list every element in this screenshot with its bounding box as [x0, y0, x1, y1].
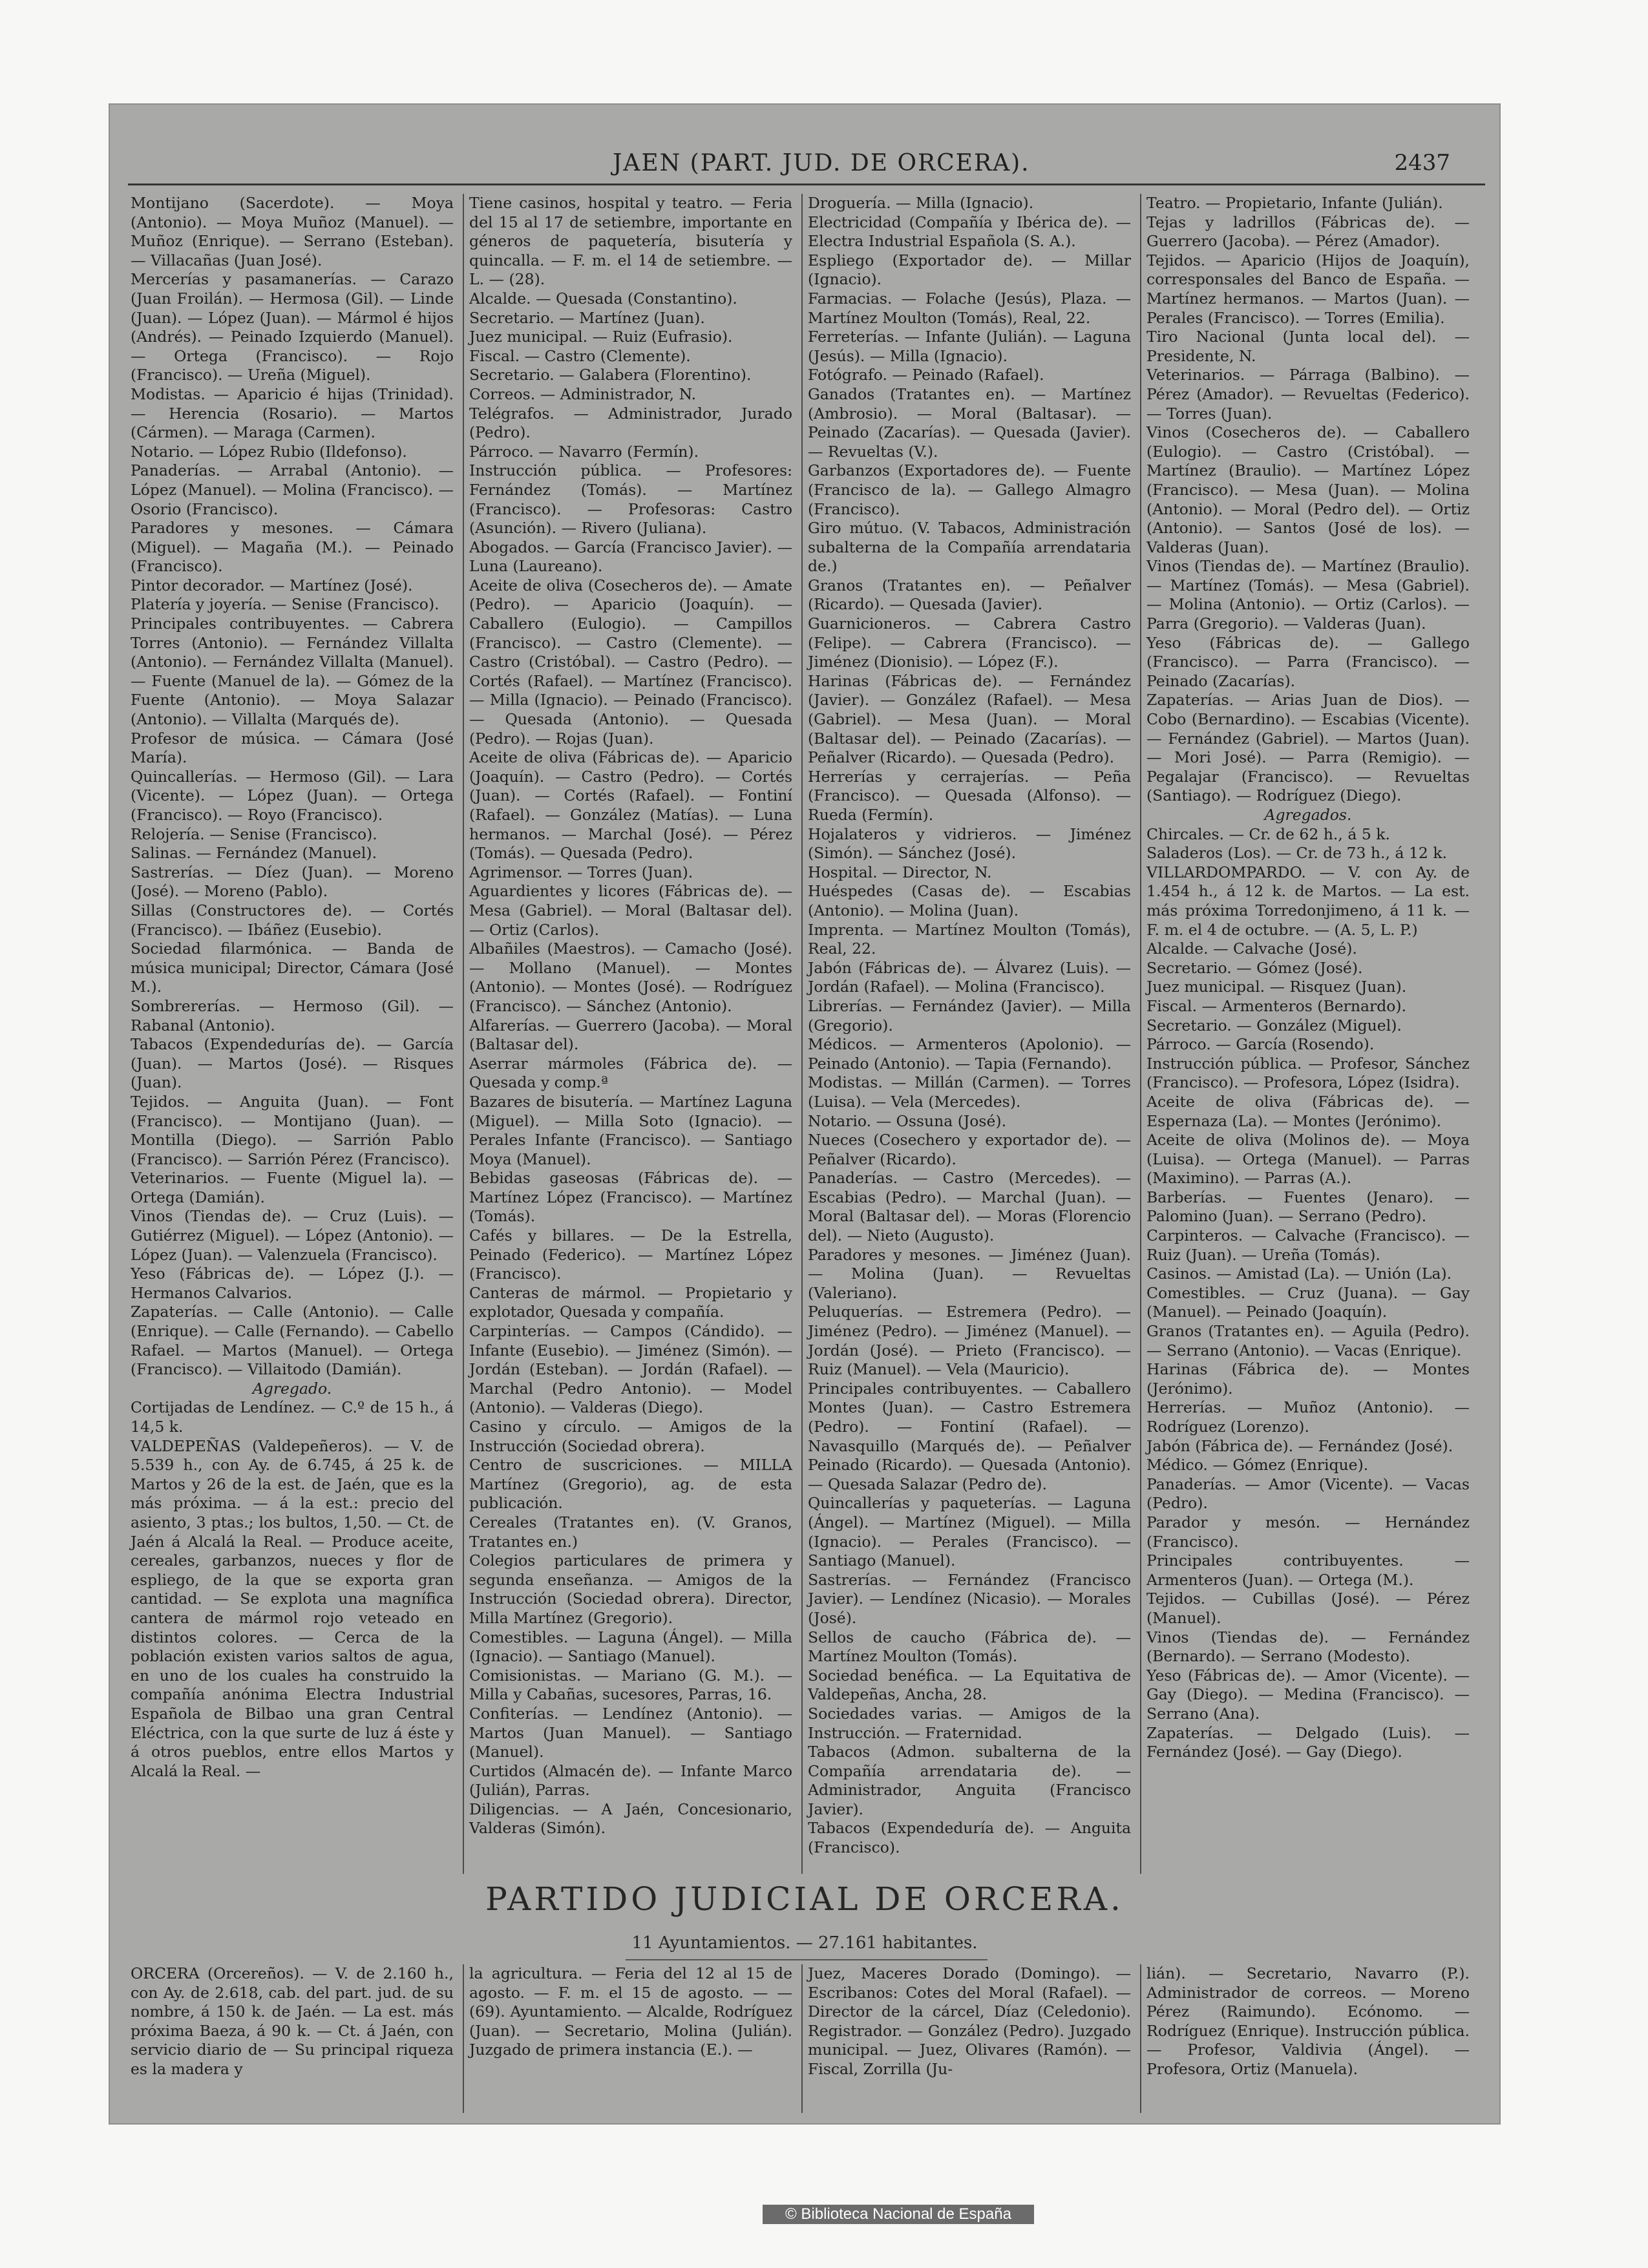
- directory-columns: [131, 194, 1484, 1874]
- directory-entry: Tabacos (Expendedurías de). — García (Juan). — Martos (José). — Risques (Juan).: [131, 1035, 454, 1092]
- directory-entry: Párroco. — Navarro (Fermín).: [469, 442, 699, 461]
- page-number: 2437: [1394, 150, 1450, 176]
- directory-entry: Modistas. — Millán (Carmen). — Torres (Luisa). — Vela (Mercedes).: [808, 1073, 1131, 1111]
- text-column-3: [808, 194, 1131, 1874]
- bottom-column-2: la agricultura. — Feria del 12 al 15 de agosto. — F. m. el 15 de agosto. — — (69). Ayuntamiento. — Alcalde, Rodríguez (Juan). — Secretario, Molina (Julián). Juzgado de primera instancia (E.). —: [469, 1964, 792, 2059]
- directory-entry: Aceite de oliva (Fábricas de). — Aparicio (Joaquín). — Castro (Pedro). — Cortés (Juan). — Cortés (Rafael). — Fontiní (Rafael). — González (Matías). — Luna hermanos. — Marchal (José). — Pérez (Tomás). — Quesada (Pedro).: [469, 748, 792, 863]
- directory-entry: Harinas (Fábrica de). — Montes (Jerónimo).: [1146, 1360, 1470, 1398]
- directory-entry: Comestibles. — Laguna (Ángel). — Milla (Ignacio). — Santiago (Manuel).: [469, 1628, 792, 1666]
- directory-entry: Albañiles (Maestros). — Camacho (José). — Mollano (Manuel). — Montes (Antonio). — Montes (José). — Rodríguez (Francisco). — Sánchez (Antonio).: [469, 940, 792, 1015]
- directory-entry: Secretario. — González (Miguel).: [1146, 1016, 1402, 1034]
- directory-entry: Aceite de oliva (Fábricas de). — Espernaza (La). — Montes (Jerónimo).: [1146, 1092, 1470, 1130]
- text-column-2: [469, 194, 792, 1874]
- directory-entry: Chircales. — Cr. de 62 h., á 5 k.: [1146, 824, 1390, 843]
- directory-entry: Droguería. — Milla (Ignacio).: [808, 194, 1034, 212]
- directory-entry: Sociedades varias. — Amigos de la Instrucción. — Fraternidad.: [808, 1704, 1131, 1742]
- directory-entry: Comisionistas. — Mariano (G. M.). — Milla y Cabañas, sucesores, Parras, 16.: [469, 1666, 792, 1704]
- directory-entry: Salinas. — Fernández (Manuel).: [131, 844, 377, 863]
- directory-entry: Electricidad (Compañía y Ibérica de). — Electra Industrial Española (S. A.).: [808, 213, 1131, 251]
- directory-entry: Peluquerías. — Estremera (Pedro). — Jiménez (Pedro). — Jiménez (Manuel). — Jordán (José). — Prieto (Francisco). — Ruiz (Manuel). — Vela (Mauricio).: [808, 1303, 1131, 1379]
- directory-entry: Telégrafos. — Administrador, Jurado (Pedro).: [469, 404, 792, 442]
- directory-entry: Casino y círculo. — Amigos de la Instrucción (Sociedad obrera).: [469, 1418, 792, 1455]
- directory-entry: Platería y joyería. — Senise (Francisco).: [131, 595, 439, 614]
- directory-entry: Tabacos (Admon. subalterna de la Compañía arrendataria de). — Administrador, Anguita (Francisco Javier).: [808, 1743, 1131, 1818]
- bottom-column-1: ORCERA (Orcereños). — V. de 2.160 h., con Ay. de 2.618, cab. del part. jud. de su nombre, á 150 k. de Jaén. — La est. más próxima Baeza, á 90 k. — Ct. á Jaén, con servicio diario de — Su principal riqueza es la madera y: [131, 1964, 454, 2078]
- directory-entry: Bazares de bisutería. — Martínez Laguna (Miguel). — Milla Soto (Ignacio). — Perales Infante (Francisco). — Santiago Moya (Manuel).: [469, 1092, 792, 1168]
- directory-entry: Médicos. — Armenteros (Apolonio). — Peinado (Antonio). — Tapia (Fernando).: [808, 1035, 1131, 1073]
- directory-entry: Jabón (Fábrica de). — Fernández (José).: [1146, 1436, 1453, 1455]
- directory-entry: Parador y mesón. — Hernández (Francisco).: [1146, 1513, 1470, 1551]
- directory-entry: Agregados.: [1264, 806, 1352, 824]
- directory-entry: Fiscal. — Castro (Clemente).: [469, 346, 691, 365]
- directory-entry: Hojalateros y vidrieros. — Jiménez (Simón). — Sánchez (José).: [808, 824, 1131, 863]
- directory-entry: Alcalde. — Calvache (José).: [1146, 940, 1357, 958]
- directory-entry: Hospital. — Director, N.: [808, 863, 992, 881]
- directory-entry: Granos (Tratantes en). — Aguila (Pedro). — Serrano (Antonio). — Vacas (Enrique).: [1146, 1322, 1470, 1360]
- directory-entry: Quincallerías y paqueterías. — Laguna (Ángel). — Martínez (Miguel). — Milla (Ignacio). — Perales (Francisco). — Santiago (Manuel).: [808, 1494, 1131, 1570]
- directory-entry: Fotógrafo. — Peinado (Rafael).: [808, 366, 1044, 384]
- directory-entry: Médico. — Gómez (Enrique).: [1146, 1456, 1369, 1475]
- directory-entry: Correos. — Administrador, N.: [469, 384, 697, 403]
- directory-entry: Secretario. — Galabera (Florentino).: [469, 366, 752, 384]
- directory-entry: Mercerías y pasamanerías. — Carazo (Juan Froilán). — Hermosa (Gil). — Linde (Juan). — López (Juan). — Mármol é hijos (Andrés). — Peinado Izquierdo (Manuel). — Ortega (Francisco). — Rojo (Francisco). — Ureña (Miguel).: [131, 270, 454, 384]
- directory-entry: Zapaterías. — Delgado (Luis). — Fernández (José). — Gay (Diego).: [1146, 1723, 1470, 1761]
- directory-entry: Diligencias. — A Jaén, Concesionario, Valderas (Simón).: [469, 1800, 792, 1838]
- directory-entry: Sociedad benéfica. — La Equitativa de Valdepeñas, Ancha, 28.: [808, 1666, 1131, 1704]
- directory-entry: Guarnicioneros. — Cabrera Castro (Felipe). — Cabrera (Francisco). — Jiménez (Dionisio). — López (F.).: [808, 614, 1131, 671]
- directory-entry: Cortijadas de Lendínez. — C.º de 15 h., á 14,5 k.: [131, 1398, 454, 1436]
- directory-entry: Tiro Nacional (Junta local del). — Presidente, N.: [1146, 328, 1470, 365]
- directory-entry: VALDEPEÑAS (Valdepeñeros). — V. de 5.539 h., con Ay. de 6.745, á 25 k. de Martos y 26 de la est. de Jaén, que es la más próxima. — á la est.: precio del asiento, 3 ptas.; los bultos, 1,50. — Ct. de Jaén á Alcalá la Real. — Produce aceite, cereales, garbanzos, nueces y flor de espliego, de la que se exporta gran cantidad. — Se explota una magnífica cantera de mármol rojo veteado en distintos colores. — Cerca de la población existen varios saltos de agua, en uno de los cuales ha construido la compañía anónima Electra Industrial Española de Bilbao una gran Central Eléctrica, con la que surte de luz á éste y á otros pueblos, entre ellos Martos y Alcalá la Real. —: [131, 1436, 454, 1780]
- directory-entry: Tejidos. — Anguita (Juan). — Font (Francisco). — Montijano (Juan). — Montilla (Diego). — Sarrión Pablo (Francisco). — Sarrión Pérez (Francisco).: [131, 1092, 454, 1168]
- page-title: JAEN (PART. JUD. DE ORCERA).: [613, 150, 1030, 176]
- section-subtitle: 11 Ayuntamientos. — 27.161 habitantes.: [631, 1933, 978, 1953]
- directory-entry: Secretario. — Martínez (Juan).: [469, 308, 705, 327]
- directory-entry: Quincallerías. — Hermoso (Gil). — Lara (Vicente). — López (Juan). — Ortega (Francisco). — Royo (Francisco).: [131, 767, 454, 824]
- directory-entry: Ferreterías. — Infante (Julián). — Laguna (Jesús). — Milla (Ignacio).: [808, 328, 1131, 365]
- directory-entry: Sastrerías. — Fernández (Francisco Javier). — Lendínez (Nicasio). — Morales (José).: [808, 1570, 1131, 1627]
- directory-entry: Yeso (Fábricas de). — Amor (Vicente). — Gay (Diego). — Medina (Francisco). — Serrano (Ana).: [1146, 1666, 1470, 1723]
- directory-entry: Harinas (Fábricas de). — Fernández (Javier). — González (Rafael). — Mesa (Gabriel). — Mesa (Juan). — Moral (Baltasar del). — Peinado (Zacarías). — Peñalver (Ricardo). — Quesada (Pedro).: [808, 671, 1131, 767]
- directory-entry: Tejidos. — Aparicio (Hijos de Joaquín), corresponsales del Banco de España. — Martínez hermanos. — Martos (Juan). — Perales (Francisco). — Torres (Emilia).: [1146, 251, 1470, 327]
- directory-entry: Juez municipal. — Ruiz (Eufrasio).: [469, 328, 733, 346]
- directory-entry: Profesor de música. — Cámara (José María).: [131, 729, 454, 767]
- directory-entry: Carpinteros. — Calvache (Francisco). — Ruiz (Juan). — Ureña (Tomás).: [1146, 1226, 1470, 1264]
- directory-entry: Veterinarios. — Párraga (Balbino). — Pérez (Amador). — Revueltas (Federico). — Torres (Juan).: [1146, 366, 1470, 423]
- directory-entry: Saladeros (Los). — Cr. de 73 h., á 12 k.: [1146, 844, 1448, 863]
- directory-entry: Panaderías. — Amor (Vicente). — Vacas (Pedro).: [1146, 1475, 1470, 1513]
- directory-entry: Ganados (Tratantes en). — Martínez (Ambrosio). — Moral (Baltasar). — Peinado (Zacarías). — Quesada (Javier). — Revueltas (V.).: [808, 384, 1131, 461]
- directory-entry: Principales contribuyentes. — Cabrera Torres (Antonio). — Fernández Villalta (Antonio). — Fernández Villalta (Manuel). — Fuente (Manuel de la). — Gómez de la Fuente (Antonio). — Moya Salazar (Antonio). — Villalta (Marqués de).: [131, 614, 454, 729]
- copyright-credit: © Biblioteca Nacional de España: [763, 2205, 1034, 2224]
- directory-entry: Principales contribuyentes. — Armenteros (Juan). — Ortega (M.).: [1146, 1551, 1470, 1589]
- directory-entry: Aceite de oliva (Cosecheros de). — Amate (Pedro). — Aparicio (Joaquín). — Caballero (Eulogio). — Campillos (Francisco). — Castro (Clemente). — Castro (Cristóbal). — Castro (Pedro). — Cortés (Rafael). — Martínez (Francisco). — Milla (Ignacio). — Peinado (Francisco). — Quesada (Antonio). — Quesada (Pedro). — Rojas (Juan).: [469, 576, 792, 748]
- directory-entry: Carpinterías. — Campos (Cándido). — Infante (Eusebio). — Jiménez (Simón). — Jordán (Esteban). — Jordán (Rafael). — Marchal (Pedro Antonio). — Model (Antonio). — Valderas (Diego).: [469, 1322, 792, 1417]
- directory-entry: Yeso (Fábricas de). — Gallego (Francisco). — Parra (Francisco). — Peinado (Zacarías).: [1146, 633, 1470, 690]
- directory-entry: Herrerías. — Muñoz (Antonio). — Rodríguez (Lorenzo).: [1146, 1398, 1470, 1436]
- directory-entry: Teatro. — Propietario, Infante (Julián).: [1146, 194, 1443, 212]
- directory-entry: Curtidos (Almacén de). — Infante Marco (Julián), Parras.: [469, 1761, 792, 1800]
- scanned-page: [109, 103, 1501, 2223]
- directory-entry: Relojería. — Senise (Francisco).: [131, 824, 377, 843]
- directory-entry: Cereales (Tratantes en). (V. Granos, Tratantes en.): [469, 1513, 792, 1551]
- directory-entry: Farmacias. — Folache (Jesús), Plaza. — Martínez Moulton (Tomás), Real, 22.: [808, 289, 1131, 327]
- directory-entry: Panaderías. — Castro (Mercedes). — Escabias (Pedro). — Marchal (Juan). — Moral (Baltasar del). — Moras (Florencio del). — Nieto (Augusto).: [808, 1169, 1131, 1245]
- directory-entry: Colegios particulares de primera y segunda enseñanza. — Amigos de la Instrucción (Sociedad obrera). Director, Milla Martínez (Gregorio).: [469, 1551, 792, 1627]
- directory-entry: Montijano (Sacerdote). — Moya (Antonio). — Moya Muñoz (Manuel). — Muñoz (Enrique). — Serrano (Esteban). — Villacañas (Juan José).: [131, 194, 454, 269]
- directory-entry: Juez municipal. — Risquez (Juan).: [1146, 978, 1407, 996]
- directory-entry: Instrucción pública. — Profesor, Sánchez (Francisco). — Profesora, López (Isidra).: [1146, 1054, 1470, 1092]
- directory-entry: Granos (Tratantes en). — Peñalver (Ricardo). — Quesada (Javier).: [808, 576, 1131, 614]
- directory-entry: Modistas. — Aparicio é hijas (Trinidad). — Herencia (Rosario). — Martos (Cármen). — Maraga (Carmen).: [131, 384, 454, 442]
- directory-entry: Alfarerías. — Guerrero (Jacoba). — Moral (Baltasar del).: [469, 1016, 792, 1054]
- directory-entry: Espliego (Exportador de). — Millar (Ignacio).: [808, 251, 1131, 289]
- directory-entry: Sastrerías. — Díez (Juan). — Moreno (José). — Moreno (Pablo).: [131, 863, 454, 901]
- directory-entry: Garbanzos (Exportadores de). — Fuente (Francisco de la). — Gallego Almagro (Francisco).: [808, 461, 1131, 518]
- directory-entry: Huéspedes (Casas de). — Escabias (Antonio). — Molina (Juan).: [808, 882, 1131, 919]
- directory-entry: VILLARDOMPARDO. — V. con Ay. de 1.454 h., á 12 k. de Martos. — La est. más próxima Torredonjimeno, á 11 k. — F. m. el 4 de octubre. — (A. 5, L. P.): [1146, 863, 1470, 939]
- directory-entry: Centro de suscriciones. — MILLA Martínez (Gregorio), ag. de esta publicación.: [469, 1456, 792, 1513]
- directory-entry: Herrerías y cerrajerías. — Peña (Francisco). — Quesada (Alfonso). — Rueda (Fermín).: [808, 767, 1131, 824]
- directory-entry: Notario. — Ossuna (José).: [808, 1111, 1007, 1130]
- directory-entry: Giro mútuo. (V. Tabacos, Administración subalterna de la Compañía arrendataria de.): [808, 519, 1131, 576]
- directory-entry: Fiscal. — Armenteros (Bernardo).: [1146, 996, 1407, 1015]
- directory-entry: Párroco. — García (Rosendo).: [1146, 1035, 1375, 1054]
- directory-entry: Comestibles. — Cruz (Juana). — Gay (Manuel). — Peinado (Joaquín).: [1146, 1283, 1470, 1321]
- directory-entry: Paradores y mesones. — Cámara (Miguel). — Magaña (M.). — Peinado (Francisco).: [131, 519, 454, 576]
- orcera-columns: [131, 1964, 1484, 2113]
- directory-entry: Principales contribuyentes. — Caballero Montes (Juan). — Castro Estremera (Pedro). — Fontiní (Rafael). — Navasquillo (Marqués de). — Peñalver Peinado (Ricardo). — Quesada (Antonio). — Quesada Salazar (Pedro de).: [808, 1379, 1131, 1493]
- directory-entry: Jabón (Fábricas de). — Álvarez (Luis). — Jordán (Rafael). — Molina (Francisco).: [808, 958, 1131, 996]
- directory-entry: Instrucción pública. — Profesores: Fernández (Tomás). — Martínez (Francisco). — Profesoras: Castro (Asunción). — Rivero (Juliana).: [469, 461, 792, 538]
- bottom-column-3: Juez, Maceres Dorado (Domingo). — Escribanos: Cotes del Moral (Rafael). — Director de la cárcel, Díaz (Celedonio). Registrador. — González (Pedro). Juzgado municipal. — Juez, Olivares (Ramón). — Fiscal, Zorrilla (Ju-: [808, 1964, 1131, 2078]
- directory-entry: Alcalde. — Quesada (Constantino).: [469, 289, 737, 308]
- directory-entry: Cafés y billares. — De la Estrella, Peinado (Federico). — Martínez López (Francisco).: [469, 1226, 792, 1283]
- directory-entry: Tabacos (Expendeduría de). — Anguita (Francisco).: [808, 1819, 1131, 1857]
- directory-entry: Zapaterías. — Calle (Antonio). — Calle (Enrique). — Calle (Fernando). — Cabello Rafael. — Martos (Manuel). — Ortega (Francisco). — Villaitodo (Damián).: [131, 1303, 454, 1379]
- section-title: PARTIDO JUDICIAL DE ORCERA.: [485, 1880, 1124, 1918]
- directory-entry: Vinos (Cosecheros de). — Caballero (Eulogio). — Castro (Cristóbal). — Martínez (Braulio). — Martínez López (Francisco). — Mesa (Juan). — Molina (Antonio). — Moral (Pedro del). — Ortiz (Antonio). — Santos (José de los). — Valderas (Juan).: [1146, 423, 1470, 556]
- directory-entry: Vinos (Tiendas de). — Cruz (Luis). — Gutiérrez (Miguel). — López (Antonio). — López (Juan). — Valenzuela (Francisco).: [131, 1207, 454, 1264]
- page-header: [109, 150, 1501, 189]
- directory-entry: Secretario. — Gómez (José).: [1146, 958, 1363, 977]
- directory-entry: Tejas y ladrillos (Fábricas de). — Guerrero (Jacoba). — Pérez (Amador).: [1146, 213, 1470, 251]
- directory-entry: Sellos de caucho (Fábrica de). — Martínez Moulton (Tomás).: [808, 1628, 1131, 1666]
- directory-entry: Abogados. — García (Francisco Javier). — Luna (Laureano).: [469, 538, 792, 576]
- directory-entry: Sillas (Constructores de). — Cortés (Francisco). — Ibáñez (Eusebio).: [131, 901, 454, 939]
- directory-entry: Aserrar mármoles (Fábrica de). — Quesada y comp.ª: [469, 1054, 792, 1092]
- section-rule: [626, 1959, 988, 1960]
- directory-entry: Imprenta. — Martínez Moulton (Tomás), Real, 22.: [808, 920, 1131, 958]
- directory-entry: Aguardientes y licores (Fábricas de). — Mesa (Gabriel). — Moral (Baltasar del). — Ortiz (Carlos).: [469, 882, 792, 939]
- directory-entry: Librerías. — Fernández (Javier). — Milla (Gregorio).: [808, 996, 1131, 1034]
- directory-entry: Tejidos. — Cubillas (José). — Pérez (Manuel).: [1146, 1590, 1470, 1627]
- text-column-4: [1146, 194, 1470, 1874]
- directory-entry: Panaderías. — Arrabal (Antonio). — López (Manuel). — Molina (Francisco). — Osorio (Francisco).: [131, 461, 454, 518]
- directory-entry: Agregado.: [252, 1379, 332, 1398]
- directory-entry: Zapaterías. — Arias Juan de Dios). — Cobo (Bernardino). — Escabias (Vicente). — Fernández (Gabriel). — Martos (Juan). — Mori José). — Parra (Remigio). — Pegalajar (Francisco). — Revueltas (Santiago). — Rodríguez (Diego).: [1146, 691, 1470, 805]
- text-column-1: [131, 194, 454, 1874]
- directory-entry: Vinos (Tiendas de). — Fernández (Bernardo). — Serrano (Modesto).: [1146, 1628, 1470, 1666]
- directory-entry: Sociedad filarmónica. — Banda de música municipal; Director, Cámara (José M.).: [131, 940, 454, 996]
- directory-entry: Pintor decorador. — Martínez (José).: [131, 576, 413, 594]
- directory-entry: Barberías. — Fuentes (Jenaro). — Palomino (Juan). — Serrano (Pedro).: [1146, 1188, 1470, 1226]
- directory-entry: Paradores y mesones. — Jiménez (Juan). — Molina (Juan). — Revueltas (Valeriano).: [808, 1245, 1131, 1302]
- directory-entry: Aceite de oliva (Molinos de). — Moya (Luisa). — Ortega (Manuel). — Parras (Maximino). — Parras (A.).: [1146, 1131, 1470, 1188]
- directory-entry: Veterinarios. — Fuente (Miguel la). — Ortega (Damián).: [131, 1169, 454, 1206]
- directory-entry: Notario. — López Rubio (Ildefonso).: [131, 442, 407, 461]
- directory-entry: Sombrererías. — Hermoso (Gil). — Rabanal (Antonio).: [131, 996, 454, 1034]
- directory-entry: Casinos. — Amistad (La). — Unión (La).: [1146, 1265, 1452, 1283]
- header-rule: [128, 184, 1485, 185]
- directory-entry: Bebidas gaseosas (Fábricas de). — Martínez López (Francisco). — Martínez (Tomás).: [469, 1169, 792, 1226]
- directory-entry: Confiterías. — Lendínez (Antonio). — Martos (Juan Manuel). — Santiago (Manuel).: [469, 1704, 792, 1761]
- directory-entry: Vinos (Tiendas de). — Martínez (Braulio). — Martínez (Tomás). — Mesa (Gabriel). — Molina (Antonio). — Ortiz (Carlos). — Parra (Gregorio). — Valderas (Juan).: [1146, 557, 1470, 633]
- directory-entry: Canteras de mármol. — Propietario y explotador, Quesada y compañía.: [469, 1283, 792, 1321]
- directory-entry: Nueces (Cosechero y exportador de). — Peñalver (Ricardo).: [808, 1131, 1131, 1168]
- directory-entry: Agrimensor. — Torres (Juan).: [469, 863, 693, 881]
- directory-entry: Tiene casinos, hospital y teatro. — Feria del 15 al 17 de setiembre, importante en géneros de paquetería, bisutería y quincalla. — F. m. el 14 de setiembre. — L. — (28).: [469, 194, 792, 289]
- bottom-column-4: lián). — Secretario, Navarro (P.). Administrador de correos. — Moreno Pérez (Raimundo). Ecónomo. — Rodríguez (Enrique). Instrucción pública. — Profesor, Valdivia (Ángel). — Profesora, Ortiz (Manuela).: [1146, 1964, 1470, 2078]
- directory-entry: Yeso (Fábricas de). — López (J.). — Hermanos Calvarios.: [131, 1265, 454, 1302]
